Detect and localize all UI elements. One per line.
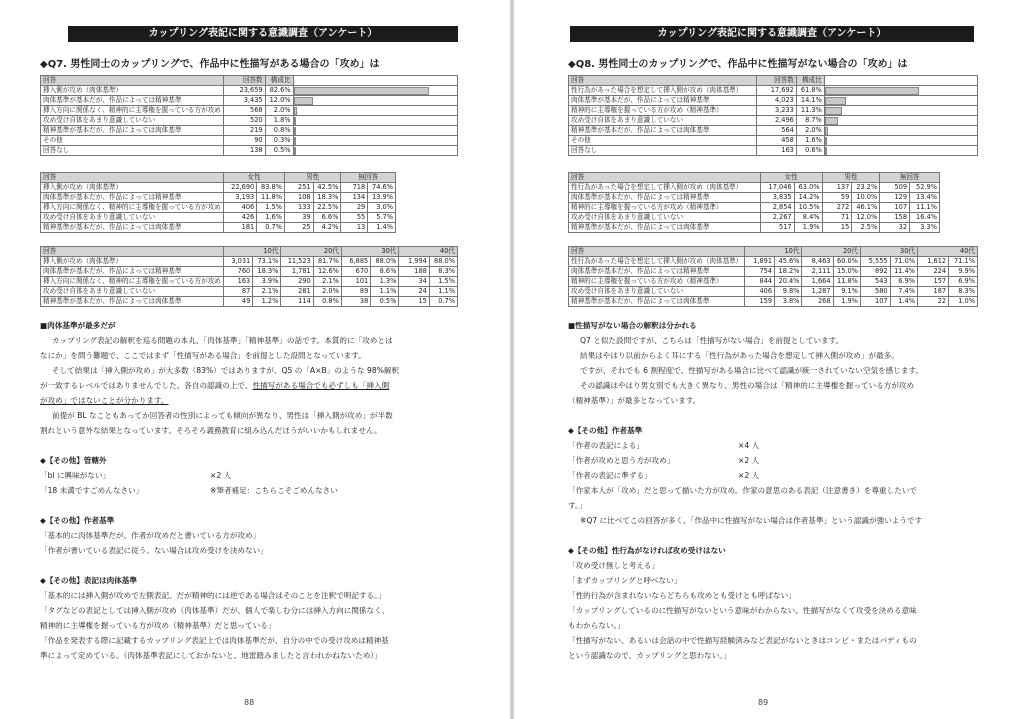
row-value: 60.0% bbox=[833, 257, 860, 267]
row-value: 1.9% bbox=[794, 223, 822, 233]
row-value: 1.1% bbox=[371, 287, 399, 297]
table-row: 挿入方向に関係なく、精神的に主導権を握っている方が攻め 568 2.0% bbox=[41, 106, 458, 116]
row-value: 1,287 bbox=[802, 287, 833, 297]
row-value: 23.2% bbox=[852, 183, 880, 193]
row-value: 1.5% bbox=[429, 277, 457, 287]
row-value: 272 bbox=[822, 203, 852, 213]
table-row bbox=[569, 277, 978, 287]
question-heading: ◆Q8. 男性同士のカップリングで、作品中に性描写がない場合の「攻め」は bbox=[568, 59, 908, 70]
table-row bbox=[41, 203, 396, 213]
table-row bbox=[41, 277, 458, 287]
row-value: 290 bbox=[281, 277, 313, 287]
row-value: 1.4% bbox=[368, 223, 396, 233]
row-value: 11.8% bbox=[833, 277, 860, 287]
other-heading: ◆【その他】作者基準 bbox=[40, 516, 115, 525]
row-value: 8.6% bbox=[371, 267, 399, 277]
row-value: 83.8% bbox=[257, 183, 285, 193]
row-value: 0.7% bbox=[257, 223, 285, 233]
row-value: 11.4% bbox=[890, 267, 917, 277]
percent-bar bbox=[294, 147, 296, 155]
row-value: 1,612 bbox=[918, 257, 949, 267]
header-cell: 構成比 bbox=[265, 76, 293, 86]
other-heading: ◆【その他】性行為がなければ攻め受けはない bbox=[568, 546, 726, 555]
row-value: 74.6% bbox=[368, 183, 396, 193]
table-row bbox=[569, 257, 978, 267]
table-row: その他 458 1.6% bbox=[569, 136, 978, 146]
row-value: 15 bbox=[399, 297, 429, 307]
row-value: 9.8% bbox=[775, 287, 802, 297]
row-label: 性行為があった場合を想定して挿入側が攻め（肉体基準） bbox=[569, 183, 761, 193]
row-label: 挿入方向に関係なく、精神的に主導権を握っている方が攻め bbox=[41, 203, 224, 213]
row-value: 22.5% bbox=[313, 203, 341, 213]
row-value: 406 bbox=[223, 203, 256, 213]
row-value: 3.3% bbox=[910, 223, 940, 233]
table-row bbox=[569, 213, 940, 223]
row-value: 18.3% bbox=[313, 193, 341, 203]
row-value: 17,046 bbox=[760, 183, 794, 193]
row-value: 406 bbox=[745, 287, 775, 297]
header-cell: 回答 bbox=[41, 76, 224, 86]
percent-bar bbox=[825, 117, 838, 125]
page-right bbox=[514, 0, 1024, 719]
row-label: 攻め受け自体をあまり意識していない bbox=[41, 287, 224, 297]
table-row: 攻め受け自体をあまり意識していない 520 1.8% bbox=[41, 116, 458, 126]
row-value: 5,555 bbox=[860, 257, 890, 267]
page-left bbox=[0, 0, 510, 719]
row-value: 718 bbox=[341, 183, 368, 193]
row-value: 3.9% bbox=[253, 277, 281, 287]
section-heading: ■性描写がない場合の解釈は分かれる bbox=[568, 321, 697, 330]
row-label: 肉体基準が基本だが、作品によっては精神基準 bbox=[569, 267, 745, 277]
row-value: 14.2% bbox=[794, 193, 822, 203]
gender-breakdown-table: 回答 女性 男性 無回答 性行為があった場合を想定して挿入側が攻め（肉体基準） 17,046 63.0% 137 23.2% 509 52.9% 肉体基準が基本だが、作品によっては精神基準 3,835 14.2% 59 10.0% 129 13.4% 精神的に主導権を握っている方が攻め（精神基準） 2,854 10.5% 272 46.1% 107 11.1% 攻め受け自体をあまり意識していない 2,267 8.4% 71 12.0% 158 16.4% 精神基準が基本だが、作品によっては肉体基準 517 1.9% 15 2.5% 32 3.3% bbox=[568, 172, 940, 233]
row-value: 22 bbox=[918, 297, 949, 307]
row-value: 509 bbox=[880, 183, 910, 193]
row-value: 2.5% bbox=[852, 223, 880, 233]
row-label: 肉体基準が基本だが、作品によっては精神基準 bbox=[569, 193, 761, 203]
row-value: 49 bbox=[223, 297, 252, 307]
table-row: 回答なし 163 0.6% bbox=[569, 146, 978, 156]
row-value: 87 bbox=[223, 287, 252, 297]
row-value: 114 bbox=[281, 297, 313, 307]
page-number: 88 bbox=[244, 698, 255, 707]
row-value: 8.3% bbox=[429, 267, 457, 277]
row-value: 580 bbox=[860, 287, 890, 297]
row-value: 0.7% bbox=[429, 297, 457, 307]
age-breakdown-table: 回答 10代 20代 30代 40代 性行為があった場合を想定して挿入側が攻め（肉体基準） 1,891 45.6% 8,463 60.0% 5,555 71.0% 1,612 71.1% 肉体基準が基本だが、作品によっては精神基準 754 18.2% 2,111 15.0% 892 11.4% 224 9.9% 精神的に主導権を握っている方が攻め（精神基準） 844 20.4% 1,664 11.8% 543 6.9% 157 6.9% 攻め受け自体をあまり意識していない 406 9.8% 1,287 9.1% 580 7.4% 187 8.3% 精神基準が基本だが、作品によっては肉体基準 159 3.8% 268 1.9% 107 1.4% 22 1.0% bbox=[568, 246, 978, 307]
row-value: 11.8% bbox=[257, 193, 285, 203]
row-value: 892 bbox=[860, 267, 890, 277]
row-value: 46.1% bbox=[852, 203, 880, 213]
row-value: 10.0% bbox=[852, 193, 880, 203]
row-value: 2.1% bbox=[313, 277, 341, 287]
table-row bbox=[569, 193, 940, 203]
row-value: 101 bbox=[341, 277, 370, 287]
table-row bbox=[569, 297, 978, 307]
percent-bar bbox=[825, 107, 842, 115]
table-row bbox=[41, 183, 396, 193]
table-row bbox=[569, 287, 978, 297]
row-value: 3,835 bbox=[760, 193, 794, 203]
row-value: 4.2% bbox=[313, 223, 341, 233]
row-value: 71 bbox=[822, 213, 852, 223]
row-value: 8.4% bbox=[794, 213, 822, 223]
row-value: 1,781 bbox=[281, 267, 313, 277]
section-heading: ■肉体基準が最多だが bbox=[40, 321, 116, 330]
row-value: 88.0% bbox=[371, 257, 399, 267]
table-row bbox=[41, 257, 458, 267]
table-row bbox=[41, 297, 458, 307]
row-value: 1.6% bbox=[257, 213, 285, 223]
row-value: 129 bbox=[880, 193, 910, 203]
row-value: 426 bbox=[223, 213, 256, 223]
row-value: 760 bbox=[223, 267, 252, 277]
table-row: 挿入側が攻め（肉体基準） 23,659 82.6% bbox=[41, 86, 458, 96]
row-value: 158 bbox=[880, 213, 910, 223]
table-row: 精神基準が基本だが、作品によっては肉体基準 219 0.8% bbox=[41, 126, 458, 136]
row-value: 3,031 bbox=[223, 257, 252, 267]
gender-breakdown-table: 回答 女性 男性 無回答 挿入側が攻め（肉体基準） 22,690 83.8% 251 42.5% 718 74.6% 肉体基準が基本だが、作品によっては精神基準 3,193 11.8% 108 18.3% 134 13.9% 挿入方向に関係なく、精神的に主導権を握っている方が攻め 406 1.5% 133 22.5% 29 3.0% 攻め受け自体をあまり意識していない 426 1.6% 39 6.6% 55 5.7% 精神基準が基本だが、作品によっては肉体基準 181 0.7% 25 4.2% 13 1.4% bbox=[40, 172, 396, 233]
row-label: 精神基準が基本だが、作品によっては肉体基準 bbox=[41, 223, 224, 233]
row-value: 224 bbox=[918, 267, 949, 277]
row-value: 71.1% bbox=[949, 257, 978, 267]
row-label: 攻め受け自体をあまり意識していない bbox=[569, 213, 761, 223]
row-label: 攻め受け自体をあまり意識していない bbox=[41, 213, 224, 223]
row-value: 3.0% bbox=[368, 203, 396, 213]
row-value: 34 bbox=[399, 277, 429, 287]
question-heading: ◆Q7. 男性同士のカップリングで、作品中に性描写がある場合の「攻め」は bbox=[40, 59, 380, 70]
row-value: 9.9% bbox=[949, 267, 978, 277]
row-label: 精神的に主導権を握っている方が攻め（精神基準） bbox=[569, 203, 761, 213]
row-value: 15 bbox=[822, 223, 852, 233]
row-value: 11,523 bbox=[281, 257, 313, 267]
table-row: 攻め受け自体をあまり意識していない 2,496 8.7% bbox=[569, 116, 978, 126]
row-value: 18.3% bbox=[253, 267, 281, 277]
percent-bar bbox=[294, 107, 297, 115]
answer-count-table: 回答 回答数 構成比 性行為があった場合を想定して挿入側が攻め（肉体基準） 17,692 61.8% 肉体基準が基本だが、作品によっては精神基準 4,023 14.1% 精神的に主導権を握っている方が攻め（精神基準） 3,233 11.3% 攻め受け自体をあまり意識していない 2,496 8.7% 精神基準が基本だが、作品によっては肉体基準 564 2.0% その他 458 1.6% 回答なし 163 0.6% bbox=[568, 75, 978, 156]
other-heading: ◆【その他】表記は肉体基準 bbox=[40, 576, 137, 585]
row-value: 6.6% bbox=[313, 213, 341, 223]
page-banner: カップリング表記に関する意識調査（アンケート） bbox=[68, 26, 458, 42]
table-row: 回答なし 138 0.5% bbox=[41, 146, 458, 156]
row-value: 9.1% bbox=[833, 287, 860, 297]
row-value: 0.5% bbox=[371, 297, 399, 307]
row-value: 32 bbox=[880, 223, 910, 233]
row-value: 73.1% bbox=[253, 257, 281, 267]
row-value: 0.8% bbox=[313, 297, 341, 307]
row-value: 107 bbox=[880, 203, 910, 213]
row-value: 25 bbox=[285, 223, 314, 233]
row-value: 2,267 bbox=[760, 213, 794, 223]
row-value: 517 bbox=[760, 223, 794, 233]
row-value: 13.4% bbox=[910, 193, 940, 203]
row-value: 12.6% bbox=[313, 267, 341, 277]
row-value: 670 bbox=[341, 267, 370, 277]
table-row bbox=[41, 223, 396, 233]
row-value: 29 bbox=[341, 203, 368, 213]
row-value: 1,664 bbox=[802, 277, 833, 287]
row-value: 71.0% bbox=[890, 257, 917, 267]
table-row bbox=[569, 223, 940, 233]
row-value: 268 bbox=[802, 297, 833, 307]
row-value: 5.7% bbox=[368, 213, 396, 223]
row-value: 1.3% bbox=[371, 277, 399, 287]
row-value: 16.4% bbox=[910, 213, 940, 223]
percent-bar bbox=[825, 137, 827, 145]
row-value: 42.5% bbox=[313, 183, 341, 193]
table-row: 精神的に主導権を握っている方が攻め（精神基準） 3,233 11.3% bbox=[569, 106, 978, 116]
row-value: 281 bbox=[281, 287, 313, 297]
percent-bar bbox=[294, 127, 296, 135]
page-number: 89 bbox=[758, 698, 769, 707]
table-row: 精神基準が基本だが、作品によっては肉体基準 564 2.0% bbox=[569, 126, 978, 136]
row-value: 12.0% bbox=[852, 213, 880, 223]
row-value: 188 bbox=[399, 267, 429, 277]
row-value: 38 bbox=[341, 297, 370, 307]
row-value: 6.9% bbox=[949, 277, 978, 287]
table-row: 肉体基準が基本だが、作品によっては精神基準 4,023 14.1% bbox=[569, 96, 978, 106]
row-value: 6.9% bbox=[890, 277, 917, 287]
row-label: 肉体基準が基本だが、作品によっては精神基準 bbox=[41, 267, 224, 277]
row-label: 精神基準が基本だが、作品によっては肉体基準 bbox=[569, 223, 761, 233]
row-value: 107 bbox=[860, 297, 890, 307]
row-label: 挿入方向に関係なく、精神的に主導権を握っている方が攻め bbox=[41, 277, 224, 287]
table-row bbox=[569, 203, 940, 213]
row-value: 45.6% bbox=[775, 257, 802, 267]
row-label: 挿入側が攻め（肉体基準） bbox=[41, 257, 224, 267]
row-value: 63.0% bbox=[794, 183, 822, 193]
row-value: 543 bbox=[860, 277, 890, 287]
row-value: 1.5% bbox=[257, 203, 285, 213]
table-row bbox=[569, 267, 978, 277]
answer-count-table bbox=[40, 75, 458, 156]
row-value: 2.0% bbox=[313, 287, 341, 297]
row-value: 3,193 bbox=[223, 193, 256, 203]
row-label: 精神基準が基本だが、作品によっては肉体基準 bbox=[41, 297, 224, 307]
row-value: 10.5% bbox=[794, 203, 822, 213]
row-value: 844 bbox=[745, 277, 775, 287]
row-value: 88.0% bbox=[429, 257, 457, 267]
body-text: ■肉体基準が最多だが カップリング表記の解釈を巡る問題の本丸、「肉体基準」「精神基準」の話です。本質的に「攻めとは なにか」を問う難題で、ここではまず「性描写がある場合」を前提とした設問となっています。 そして結果は「挿入側が攻め」が大多数（83%）ではありますが、Q5 の「A×B」のような 98%解釈 が一致するレベルではありませんでした。各自の認識の上で、性描写がある場合でも必ずしも「挿入側 が攻め」ではないことが分かります。 前提が BL なこともあってか回答者の性別によっても傾向が異なり、男性は「挿入側が攻め」が半数 割れという意外な結果となっています。そろそろ義務教育に組み込んだほうがいいかもしれません。 ◆【その他】管轄外 「bl に興味がない」 ×2 人 「18 未満ですごめんなさい」 ※筆者補足：こちらこそごめんなさい ◆【その他】作者基準 「基本的に肉体基準だが、作者が攻めだと書いている方が攻め」 「作者が書いている表記に従う。ない場合は攻め受けを決めない」 ◆【その他】表記は肉体基準 「基本的には挿入側が攻めで左側表記。だが精神的には逆である場合はそのことを注釈で明記する。」 「タグなどの表記としては挿入側が攻め（肉体基準）だが、個人で楽しむ分には挿入方向に関係なく、 精神的に主導権を握っている方が攻め（精神基準）だと思っている」 「作品を発表する際に記載するカップリング表記上では肉体基準だが、自分の中での受け攻めは精神基 準によって定めている。（肉体基準表記にしておかないと、地雷踏みましたと言われかねないため）」 bbox=[40, 318, 480, 663]
row-value: 39 bbox=[285, 213, 314, 223]
row-value: 187 bbox=[918, 287, 949, 297]
row-value: 89 bbox=[341, 287, 370, 297]
row-label: 精神基準が基本だが、作品によっては肉体基準 bbox=[569, 297, 745, 307]
row-value: 7.4% bbox=[890, 287, 917, 297]
other-heading: ◆【その他】作者基準 bbox=[568, 426, 643, 435]
header-cell: 回答数 bbox=[223, 76, 265, 86]
percent-bar bbox=[294, 97, 314, 105]
table-row bbox=[41, 287, 458, 297]
row-label: 肉体基準が基本だが、作品によっては精神基準 bbox=[41, 193, 224, 203]
row-value: 2,111 bbox=[802, 267, 833, 277]
row-label: 精神的に主導権を握っている方が攻め（精神基準） bbox=[569, 277, 745, 287]
row-value: 18.2% bbox=[775, 267, 802, 277]
row-value: 157 bbox=[918, 277, 949, 287]
table-row bbox=[41, 213, 396, 223]
row-value: 1,891 bbox=[745, 257, 775, 267]
table-row bbox=[41, 267, 458, 277]
row-value: 13 bbox=[341, 223, 368, 233]
table-row bbox=[41, 193, 396, 203]
row-label: 攻め受け自体をあまり意識していない bbox=[569, 287, 745, 297]
row-value: 133 bbox=[285, 203, 314, 213]
row-value: 55 bbox=[341, 213, 368, 223]
row-value: 754 bbox=[745, 267, 775, 277]
row-value: 52.9% bbox=[910, 183, 940, 193]
row-value: 59 bbox=[822, 193, 852, 203]
percent-bar bbox=[294, 87, 429, 95]
row-value: 1.0% bbox=[949, 297, 978, 307]
body-text: ■性描写がない場合の解釈は分かれる Q7 と似た設問ですが、こちらは「性描写がない場合」を前提としています。 結果はやはり以前からよく耳にする「性行為があった場合を想定して挿入側が攻め」が最多。 ですが、それでも 6 割程度で、性描写がある場合に比べて認識が統一されていない空気を感じます。 その認識はやはり男女別でも大きく異なり、男性の場合は「精神的に主導権を握っている方が攻め （精神基準）」が最多となっています。 ◆【その他】作者基準 「作者の表記による」 ×4 人 「作者が攻めと思う方が攻め」 ×2 人 「作者の表記に準ずる」 ×2 人 「作家本人が「攻め」だと思って描いた方が攻め。作家の意思のある表記（注意書き）を尊重したいで す。」 ※Q7 に比べてこの回答が多く、「作品中に性描写がない場合は作者基準」という認識が強いようです ◆【その他】性行為がなければ攻め受けはない 「攻め受け無しと考える」 「まずカップリングと呼べない」 「性的行為が含まれないならどちらも攻めとも受けとも呼ばない」 「カップリングしているのに性描写がないという意味がわからない。性描写がなくて攻受を決める意味 もわからない。」 「性描写がない、あるいは会話の中で性描写経験済みなど表記がないときはコンビ・またはバディもの という認識なので、カップリングと思わない。」 bbox=[568, 318, 1008, 663]
row-value: 1.1% bbox=[429, 287, 457, 297]
page-banner: カップリング表記に関する意識調査（アンケート） bbox=[570, 26, 974, 42]
row-label: 挿入側が攻め（肉体基準） bbox=[41, 183, 224, 193]
row-value: 15.0% bbox=[833, 267, 860, 277]
row-value: 1.4% bbox=[890, 297, 917, 307]
row-value: 251 bbox=[285, 183, 314, 193]
table-row: その他 90 0.3% bbox=[41, 136, 458, 146]
row-value: 163 bbox=[223, 277, 252, 287]
row-value: 137 bbox=[822, 183, 852, 193]
row-value: 11.1% bbox=[910, 203, 940, 213]
row-value: 8,463 bbox=[802, 257, 833, 267]
other-heading: ◆【その他】管轄外 bbox=[40, 456, 107, 465]
row-value: 1.2% bbox=[253, 297, 281, 307]
row-value: 13.9% bbox=[368, 193, 396, 203]
row-value: 20.4% bbox=[775, 277, 802, 287]
percent-bar bbox=[294, 137, 296, 145]
row-value: 1.9% bbox=[833, 297, 860, 307]
row-value: 2,854 bbox=[760, 203, 794, 213]
row-value: 159 bbox=[745, 297, 775, 307]
table-row bbox=[569, 183, 940, 193]
row-value: 6,885 bbox=[341, 257, 370, 267]
percent-bar bbox=[825, 97, 846, 105]
percent-bar bbox=[825, 127, 828, 135]
row-value: 1,994 bbox=[399, 257, 429, 267]
row-value: 8.3% bbox=[949, 287, 978, 297]
row-label: 性行為があった場合を想定して挿入側が攻め（肉体基準） bbox=[569, 257, 745, 267]
table-row: 肉体基準が基本だが、作品によっては精神基準 3,435 12.0% bbox=[41, 96, 458, 106]
percent-bar bbox=[825, 87, 919, 95]
row-value: 108 bbox=[285, 193, 314, 203]
row-value: 181 bbox=[223, 223, 256, 233]
table-row: 性行為があった場合を想定して挿入側が攻め（肉体基準） 17,692 61.8% bbox=[569, 86, 978, 96]
row-value: 22,690 bbox=[223, 183, 256, 193]
percent-bar bbox=[294, 117, 297, 125]
age-breakdown-table: 回答 10代 20代 30代 40代 挿入側が攻め（肉体基準） 3,031 73.1% 11,523 81.7% 6,885 88.0% 1,994 88.0% 肉体基準が基本だが、作品によっては精神基準 760 18.3% 1,781 12.6% 670 8.6% 188 8.3% 挿入方向に関係なく、精神的に主導権を握っている方が攻め 163 3.9% 290 2.1% 101 1.3% 34 1.5% 攻め受け自体をあまり意識していない 87 2.1% 281 2.0% 89 1.1% 24 1.1% 精神基準が基本だが、作品によっては肉体基準 49 1.2% 114 0.8% 38 0.5% 15 0.7% bbox=[40, 246, 458, 307]
percent-bar bbox=[825, 147, 827, 155]
row-value: 3.8% bbox=[775, 297, 802, 307]
row-value: 2.1% bbox=[253, 287, 281, 297]
row-value: 81.7% bbox=[313, 257, 341, 267]
row-value: 134 bbox=[341, 193, 368, 203]
row-value: 24 bbox=[399, 287, 429, 297]
